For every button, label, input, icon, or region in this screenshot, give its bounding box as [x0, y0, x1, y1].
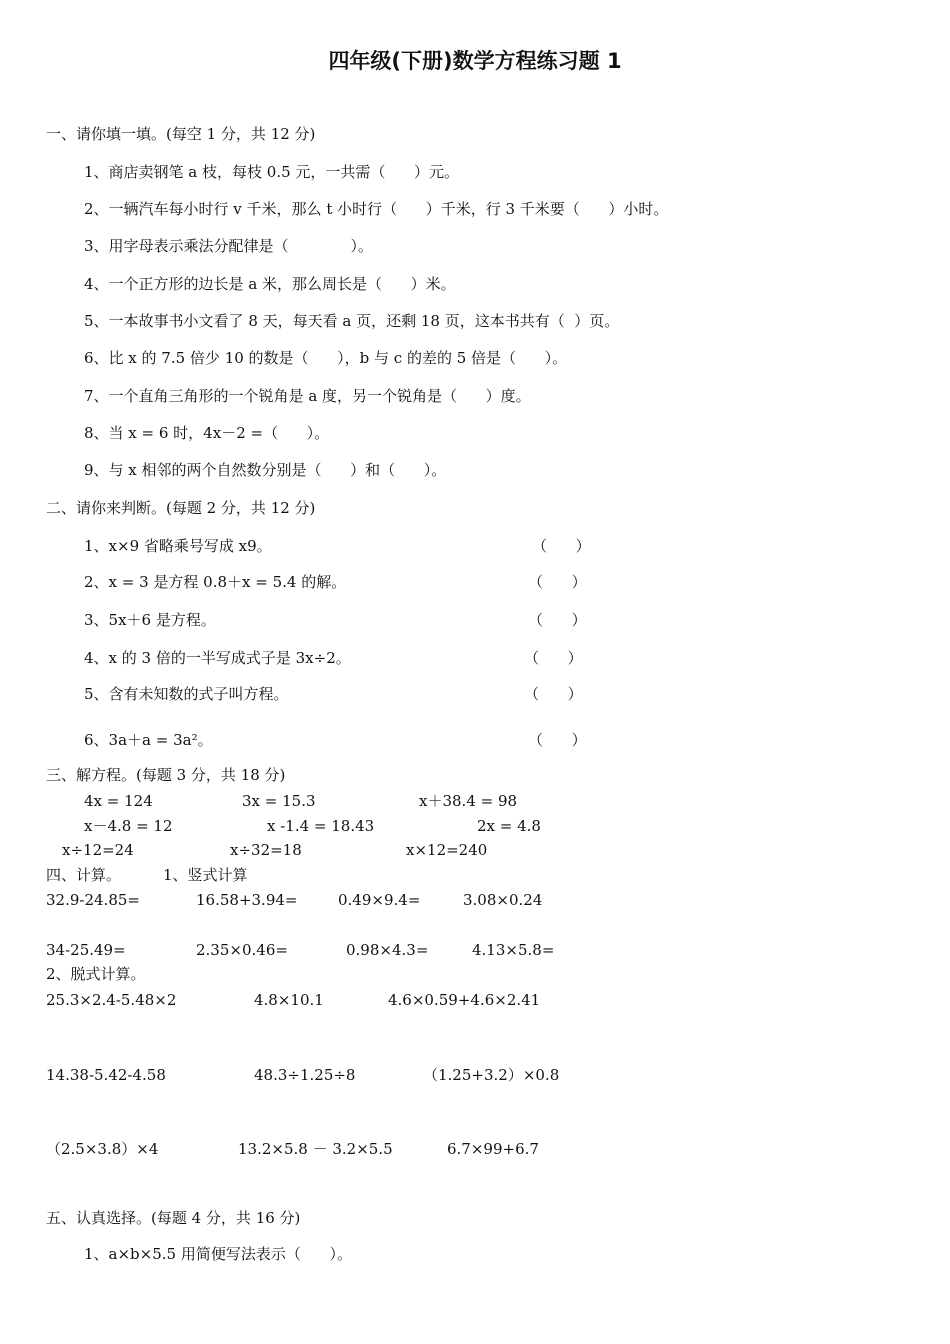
equation: 2x = 4.8: [477, 817, 541, 835]
stepwise-calc: （2.5×3.8）×4: [46, 1140, 159, 1158]
section-5-heading: 五、认真选择。(每题 4 分，共 16 分): [46, 1209, 301, 1227]
vertical-calc: 0.49×9.4=: [338, 891, 421, 909]
vertical-calc: 32.9-24.85=: [46, 891, 140, 909]
s2-bracket-5: （ ）: [524, 685, 583, 703]
s2-item-3: 3、5x＋6 是方程。: [84, 611, 216, 629]
s1-item-9: 9、与 x 相邻的两个自然数分别是（ ）和（ ）。: [84, 461, 447, 479]
vertical-calc: 34-25.49=: [46, 941, 126, 959]
s2-bracket-6: （ ）: [528, 731, 587, 749]
stepwise-calc: 4.6×0.59+4.6×2.41: [388, 991, 541, 1009]
section-4-heading: 四、计算。: [46, 866, 122, 884]
section-4-sub2: 2、脱式计算。: [46, 965, 146, 983]
s2-bracket-1: （ ）: [532, 537, 591, 555]
s2-item-1: 1、x×9 省略乘号写成 x9。: [84, 537, 272, 555]
section-3-heading: 三、解方程。(每题 3 分，共 18 分): [46, 766, 286, 784]
s2-item-4: 4、x 的 3 倍的一半写成式子是 3x÷2。: [84, 649, 351, 667]
s1-item-8: 8、当 x = 6 时，4x－2 =（ ）。: [84, 424, 330, 442]
s1-item-4: 4、一个正方形的边长是 a 米，那么周长是（ ）米。: [84, 275, 456, 293]
equation: x＋38.4 = 98: [419, 792, 518, 810]
stepwise-calc: 6.7×99+6.7: [447, 1140, 539, 1158]
vertical-calc: 3.08×0.24: [463, 891, 543, 909]
s2-item-6: 6、3a＋a = 3a²。: [84, 731, 213, 749]
equation: 4x = 124: [84, 792, 153, 810]
stepwise-calc: 14.38-5.42-4.58: [46, 1066, 166, 1084]
stepwise-calc: 13.2×5.8 － 3.2×5.5: [238, 1140, 393, 1158]
vertical-calc: 16.58+3.94=: [196, 891, 298, 909]
equation: x -1.4 = 18.43: [267, 817, 375, 835]
equation: 3x = 15.3: [242, 792, 316, 810]
s1-item-3: 3、用字母表示乘法分配律是（ ）。: [84, 237, 374, 255]
equation: x－4.8 = 12: [84, 817, 173, 835]
vertical-calc: 4.13×5.8=: [472, 941, 555, 959]
s2-bracket-3: （ ）: [528, 611, 587, 629]
page-title: 四年级(下册)数学方程练习题 1: [328, 49, 622, 73]
s2-bracket-2: （ ）: [528, 573, 587, 591]
vertical-calc: 2.35×0.46=: [196, 941, 288, 959]
stepwise-calc: （1.25+3.2）×0.8: [423, 1066, 560, 1084]
equation: x÷32=18: [230, 841, 302, 859]
stepwise-calc: 4.8×10.1: [254, 991, 324, 1009]
equation: x×12=240: [406, 841, 488, 859]
s1-item-6: 6、比 x 的 7.5 倍少 10 的数是（ ），b 与 c 的差的 5 倍是（ ）。: [84, 349, 568, 367]
section-1-heading: 一、请你填一填。(每空 1 分，共 12 分): [46, 125, 316, 143]
stepwise-calc: 48.3÷1.25÷8: [254, 1066, 356, 1084]
stepwise-calc: 25.3×2.4-5.48×2: [46, 991, 177, 1009]
s1-item-1: 1、商店卖钢笔 a 枝，每枝 0.5 元，一共需（ ）元。: [84, 163, 460, 181]
s2-item-5: 5、含有未知数的式子叫方程。: [84, 685, 289, 703]
vertical-calc: 0.98×4.3=: [346, 941, 429, 959]
equation: x÷12=24: [62, 841, 134, 859]
s5-item-1: 1、a×b×5.5 用简便写法表示（ ）。: [84, 1245, 352, 1263]
s2-item-2: 2、x = 3 是方程 0.8＋x = 5.4 的解。: [84, 573, 347, 591]
s1-item-2: 2、一辆汽车每小时行 v 千米，那么 t 小时行（ ）千米，行 3 千米要（ ）小时。: [84, 200, 669, 218]
section-4-sub1: 1、竖式计算: [163, 866, 248, 884]
s2-bracket-4: （ ）: [524, 649, 583, 667]
section-2-heading: 二、请你来判断。(每题 2 分，共 12 分): [46, 499, 316, 517]
s1-item-7: 7、一个直角三角形的一个锐角是 a 度，另一个锐角是（ ）度。: [84, 387, 531, 405]
s1-item-5: 5、一本故事书小文看了 8 天，每天看 a 页，还剩 18 页，这本书共有（ ）页。: [84, 312, 620, 330]
